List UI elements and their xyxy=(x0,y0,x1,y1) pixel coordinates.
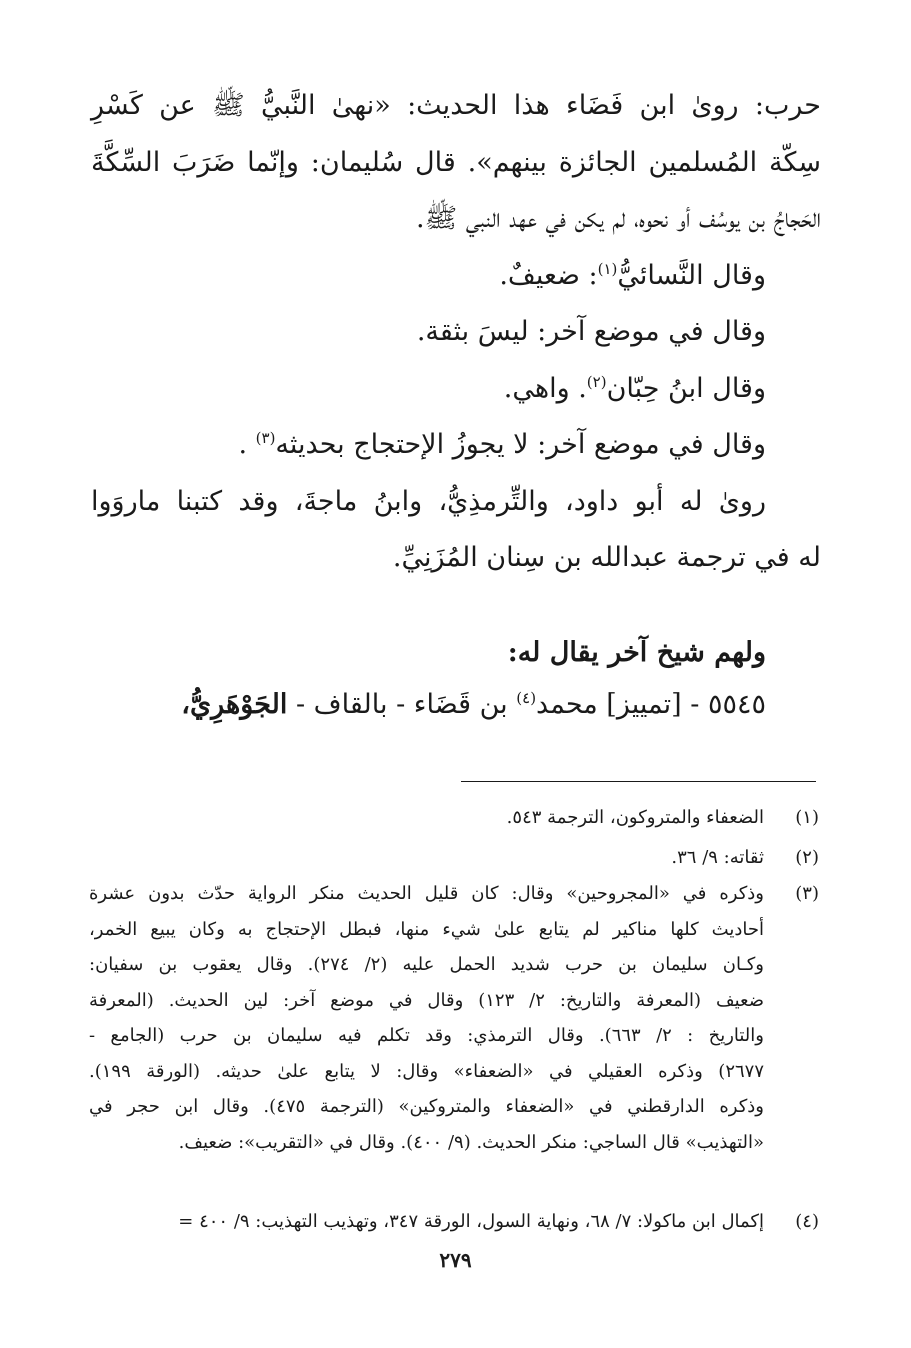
biography-entry xyxy=(181,680,766,730)
footnote-ref: (٣) xyxy=(255,429,276,447)
footnote-ref: (٢) xyxy=(586,372,607,391)
quote-text: وقال ابنُ حِبّان xyxy=(606,372,766,404)
quote-text: . واهي. xyxy=(503,372,587,404)
footnote-number: (٣) xyxy=(795,883,819,904)
quote-text: : ضعيفٌ. xyxy=(499,259,598,291)
footnote-number: (٤) xyxy=(795,1211,819,1232)
footnote-line: وكـان سليمان بن حرب شديد الحمل عليه (٢/ ٢٧٤). وقال يعقوب بن سفيان: xyxy=(89,954,764,975)
page-number: ٢٧٩ xyxy=(439,1248,472,1272)
quote-text: . xyxy=(238,429,256,460)
text-line: حرب: روىٰ ابن فَضَاء هذا الحديث: «نهىٰ النَّبيُّ ﷺ عن كَسْرِ xyxy=(91,90,821,121)
footnote-line: وذكره الدارقطني في «الضعفاء والمتروكين» (الترجمة ٤٧٥). وقال ابن حجر في xyxy=(89,1096,764,1117)
quote-line xyxy=(91,361,821,418)
footnote-line: الضعفاء والمتروكون، الترجمة ٥٤٣. xyxy=(506,807,764,828)
quote-line xyxy=(91,248,821,305)
text-line: الحَجاجُ بن يوسُف أو نحوه، لم يكن في عهد النبي ﷺ. xyxy=(416,203,821,234)
section-heading: ولهم شيخ آخر يقال له: xyxy=(507,637,766,668)
quote-text: وقال في موضع آخر: لا يجوزُ الإحتجاج بحديثه xyxy=(275,429,766,460)
footnote-ref: (١) xyxy=(597,259,618,278)
footnote xyxy=(89,800,819,836)
footnote-line: وذكره في «المجروحين» وقال: كان قليل الحديث منكر الرواية حدّث بدون عشرة xyxy=(89,883,764,904)
quote-line xyxy=(91,304,821,361)
quote-text: وقال في موضع آخر: ليسَ بثقة. xyxy=(416,316,766,347)
entry-text: بن قَضَاء - بالقاف - xyxy=(287,689,517,720)
footnote-line: والتاريخ : ٢/ ٦٦٣). وقال الترمذي: وقد تكلم فيه سليمان بن حرب (الجامع - xyxy=(89,1025,764,1046)
footnote xyxy=(89,876,819,1160)
quote-text: وقال النَّسائيُّ xyxy=(617,259,766,291)
footnote-divider xyxy=(461,781,816,782)
footnote-line: ٢٦٧٧) وذكره العقيلي في «الضعفاء» وقال: لا يتابع علىٰ حديثه. (الورقة ١٩٩). xyxy=(89,1060,764,1082)
footnote-line: ثقاته: ٩/ ٣٦. xyxy=(671,847,764,868)
footnote-line: «التهذيب» قال الساجي: منكر الحديث. (٩/ ٤٠٠). وقال في «التقريب»: ضعيف. xyxy=(178,1131,764,1153)
footnote-line: أحاديث كلها مناكير لم يتابع علىٰ شيء منها، فبطل الإحتجاج به وكان يبيع الخمر، xyxy=(89,918,764,940)
entry-number: ٥٥٤٥ - [تمييز] محمد xyxy=(536,689,766,720)
footnote-ref: (٤) xyxy=(516,689,537,707)
footnote xyxy=(89,1204,819,1240)
text-line: روىٰ له أبو داود، والتِّرمذِيُّ، وابنُ ماجةَ، وقد كتبنا ماروَوا xyxy=(91,485,766,517)
footnote-line: إكمال ابن ماكولا: ٧/ ٦٨، ونهاية السول، الورقة ٣٤٧، وتهذيب التهذيب: ٩/ ٤٠٠ = xyxy=(178,1211,764,1232)
main-text xyxy=(91,78,821,587)
text-line: له في ترجمة عبدالله بن سِنان المُزَنِيِّ. xyxy=(392,542,821,573)
footnote xyxy=(89,840,819,876)
quote-line xyxy=(91,417,821,474)
entry-name: الجَوْهَرِيُّ، xyxy=(181,689,288,720)
footnote-number: (٢) xyxy=(795,847,819,868)
text-line: سِكّة المُسلمين الجائزة بينهم». قال سُليمان: وإنّما ضَرَبَ السِّكَّةَ xyxy=(91,146,821,178)
footnote-number: (١) xyxy=(795,807,819,828)
footnote-line: ضعيف (المعرفة والتاريخ: ٢/ ١٢٣) وقال في موضع آخر: لين الحديث. (المعرفة xyxy=(89,989,764,1011)
